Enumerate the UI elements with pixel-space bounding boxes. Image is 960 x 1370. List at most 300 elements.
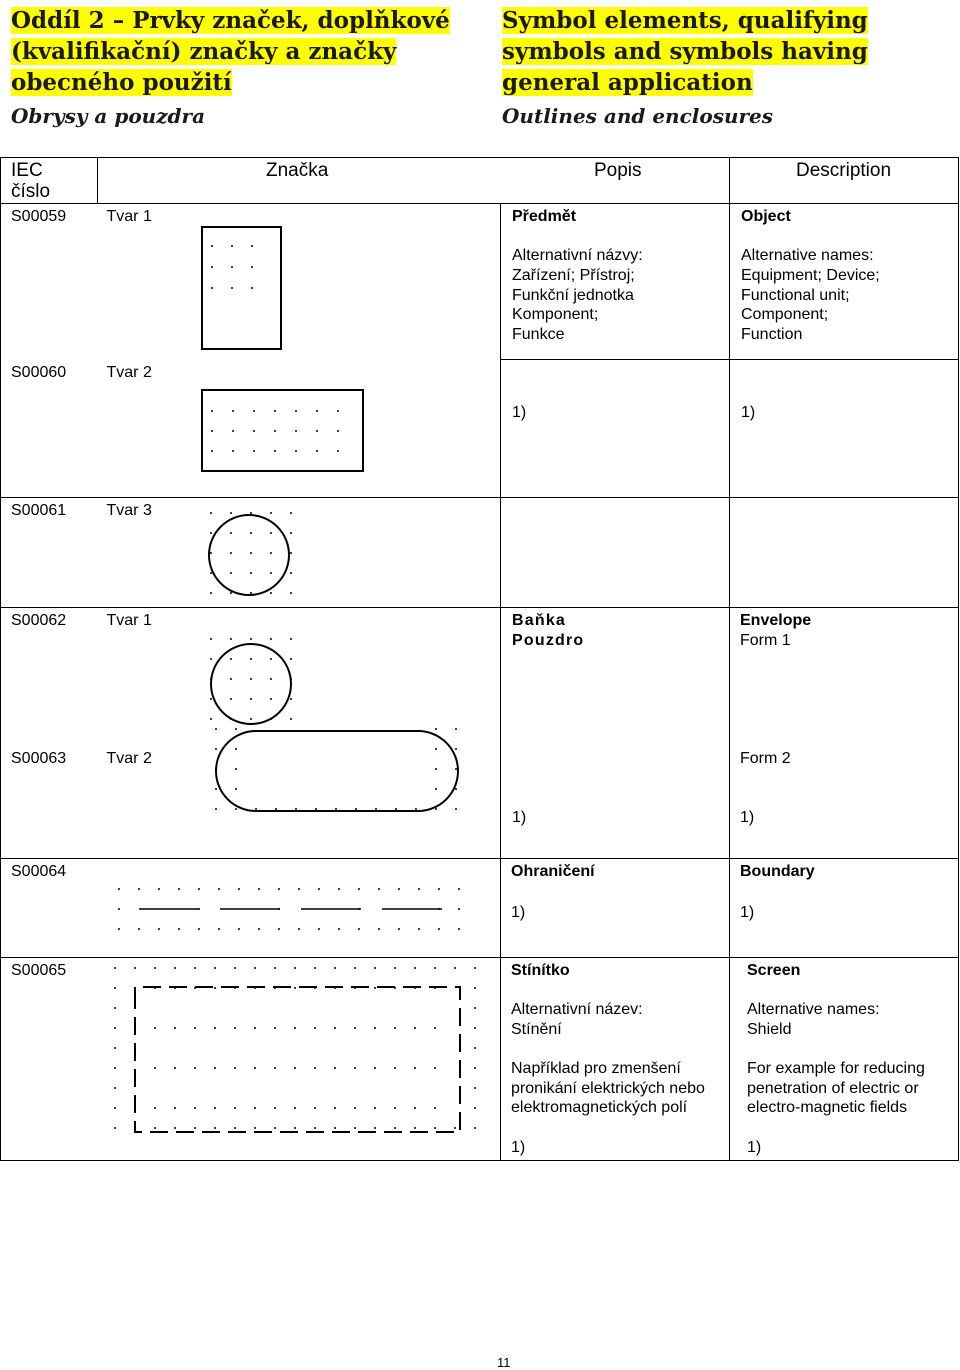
grid-dot — [218, 928, 220, 930]
grid-dot — [232, 430, 234, 432]
grid-dot — [334, 1127, 336, 1129]
grid-dot — [210, 658, 212, 660]
grid-dot — [318, 928, 320, 930]
grid-dot — [194, 1027, 196, 1029]
row-form: Tvar 1 — [106, 612, 152, 629]
grid-dot — [178, 888, 180, 890]
grid-dot — [194, 967, 196, 969]
grid-dot — [438, 928, 440, 930]
grid-dot — [258, 888, 260, 890]
grid-dot — [215, 768, 217, 770]
grid-dot — [254, 1127, 256, 1129]
grid-dot — [290, 572, 292, 574]
grid-dot — [254, 1107, 256, 1109]
desc-en-title: Object — [741, 208, 791, 225]
grid-dot — [294, 987, 296, 989]
desc-en-line: For example for reducing — [747, 1060, 925, 1077]
grid-dot — [354, 987, 356, 989]
grid-dot — [334, 1027, 336, 1029]
grid-dot — [290, 552, 292, 554]
grid-dot — [210, 592, 212, 594]
grid-dot — [210, 678, 212, 680]
grid-dot — [454, 1127, 456, 1129]
grid-dot — [114, 1007, 116, 1009]
grid-dot — [274, 1027, 276, 1029]
desc-en-line: Function — [741, 326, 803, 343]
grid-dot — [316, 430, 318, 432]
grid-dot — [275, 808, 277, 810]
grid-dot — [230, 512, 232, 514]
grid-dot — [355, 808, 357, 810]
desc-en-alt: Shield — [747, 1021, 792, 1038]
grid-dot — [290, 532, 292, 534]
desc-en-form: Form 1 — [740, 632, 791, 649]
desc-cz-line: Funkce — [512, 326, 565, 343]
row-id: S00065 — [11, 962, 67, 979]
footnote-ref: 1) — [740, 808, 755, 826]
grid-dot — [215, 808, 217, 810]
grid-dot — [250, 532, 252, 534]
grid-dot — [210, 638, 212, 640]
grid-dot — [338, 888, 340, 890]
footnote-ref: 1) — [511, 1139, 526, 1156]
footnote-ref: 1) — [512, 404, 527, 421]
grid-dot — [455, 788, 457, 790]
grid-dot — [230, 658, 232, 660]
page-number: 11 — [497, 1355, 511, 1370]
grid-dot — [354, 1067, 356, 1069]
grid-dot — [215, 748, 217, 750]
row-form: Tvar 3 — [106, 502, 152, 519]
grid-dot — [274, 450, 276, 452]
grid-dot — [214, 1107, 216, 1109]
desc-en-line: Alternative names: — [741, 247, 874, 264]
section-title-en: Symbol elements, qualifying symbols and symbols having general application — [502, 7, 868, 96]
grid-dot — [337, 410, 339, 412]
grid-dot — [274, 430, 276, 432]
boundary-symbol — [98, 859, 498, 958]
table-row — [1, 608, 959, 744]
grid-dot — [474, 967, 476, 969]
desc-cz-line: Například pro zmenšení — [511, 1060, 681, 1077]
section-title-cz: Oddíl 2 – Prvky značek, doplňkové (kvalifikační) značky a značky obecného použití — [11, 7, 450, 96]
grid-dot — [210, 698, 212, 700]
grid-dot — [375, 808, 377, 810]
screen-symbol — [98, 958, 498, 1161]
grid-dot — [455, 728, 457, 730]
grid-dot — [334, 967, 336, 969]
grid-dot — [154, 967, 156, 969]
grid-dot — [250, 638, 252, 640]
row-id: S00064 — [11, 863, 67, 880]
desc-en-title: Screen — [747, 962, 801, 979]
grid-dot — [270, 658, 272, 660]
desc-cz-title2: Pouzdro — [512, 632, 585, 649]
grid-dot — [455, 808, 457, 810]
desc-en-line: Component; — [741, 306, 829, 323]
object-form1-symbol — [98, 204, 498, 360]
table-row — [1, 204, 959, 360]
grid-dot — [415, 808, 417, 810]
grid-dot — [174, 967, 176, 969]
grid-dot — [354, 967, 356, 969]
desc-en-line: electro-magnetic fields — [747, 1099, 908, 1116]
grid-dot — [474, 987, 476, 989]
grid-dot — [114, 967, 116, 969]
grid-dot — [230, 718, 232, 720]
grid-dot — [435, 808, 437, 810]
grid-dot — [214, 1067, 216, 1069]
grid-dot — [278, 908, 280, 910]
grid-dot — [338, 928, 340, 930]
grid-dot — [250, 552, 252, 554]
grid-dot — [398, 888, 400, 890]
grid-dot — [211, 450, 213, 452]
grid-dot — [234, 1107, 236, 1109]
grid-dot — [438, 888, 440, 890]
grid-dot — [394, 1027, 396, 1029]
grid-dot — [234, 1127, 236, 1129]
grid-dot — [211, 410, 213, 412]
grid-dot — [434, 987, 436, 989]
grid-dot — [474, 1027, 476, 1029]
grid-dot — [434, 967, 436, 969]
grid-dot — [154, 1127, 156, 1129]
grid-dot — [434, 1067, 436, 1069]
grid-dot — [290, 698, 292, 700]
grid-dot — [337, 430, 339, 432]
desc-cz-line: Alternativní názvy: — [512, 247, 643, 264]
grid-dot — [374, 987, 376, 989]
grid-dot — [210, 532, 212, 534]
grid-dot — [398, 928, 400, 930]
grid-dot — [374, 967, 376, 969]
row-id: S00059 — [11, 208, 67, 225]
grid-dot — [215, 788, 217, 790]
grid-dot — [174, 1027, 176, 1029]
grid-dot — [250, 512, 252, 514]
desc-cz-alt: Stínění — [511, 1021, 562, 1038]
grid-dot — [274, 1107, 276, 1109]
desc-cz-alt-label: Alternativní název: — [511, 1001, 643, 1018]
grid-dot — [250, 658, 252, 660]
grid-dot — [215, 728, 217, 730]
grid-dot — [314, 967, 316, 969]
grid-dot — [234, 967, 236, 969]
grid-dot — [438, 908, 440, 910]
grid-dot — [434, 1127, 436, 1129]
grid-dot — [253, 430, 255, 432]
grid-dot — [474, 1067, 476, 1069]
grid-dot — [118, 928, 120, 930]
grid-dot — [154, 1027, 156, 1029]
grid-dot — [194, 987, 196, 989]
grid-dot — [295, 808, 297, 810]
grid-dot — [318, 888, 320, 890]
footnote-ref: 1) — [512, 808, 527, 826]
grid-dot — [295, 450, 297, 452]
grid-dot — [316, 450, 318, 452]
envelope-form2-symbol — [98, 744, 498, 859]
grid-dot — [414, 967, 416, 969]
grid-dot — [474, 1127, 476, 1129]
grid-dot — [294, 1067, 296, 1069]
grid-dot — [230, 638, 232, 640]
grid-dot — [214, 987, 216, 989]
grid-dot — [230, 572, 232, 574]
symbol-table — [0, 157, 959, 1161]
grid-dot — [235, 808, 237, 810]
table-row — [1, 958, 959, 1161]
grid-dot — [270, 638, 272, 640]
grid-dot — [290, 678, 292, 680]
grid-dot — [210, 718, 212, 720]
grid-dot — [174, 1127, 176, 1129]
object-form3-symbol — [98, 498, 498, 608]
grid-dot — [235, 788, 237, 790]
grid-dot — [250, 592, 252, 594]
grid-dot — [278, 928, 280, 930]
grid-dot — [194, 1127, 196, 1129]
grid-dot — [178, 928, 180, 930]
grid-dot — [253, 450, 255, 452]
grid-dot — [235, 768, 237, 770]
grid-dot — [474, 1047, 476, 1049]
grid-dot — [194, 1107, 196, 1109]
grid-dot — [114, 987, 116, 989]
desc-cz-line: Komponent; — [512, 306, 599, 323]
desc-cz-title: Baňka — [512, 612, 567, 629]
grid-dot — [458, 928, 460, 930]
grid-dot — [230, 698, 232, 700]
grid-dot — [374, 1027, 376, 1029]
grid-dot — [134, 1127, 136, 1129]
grid-dot — [290, 718, 292, 720]
grid-dot — [198, 908, 200, 910]
grid-dot — [474, 1007, 476, 1009]
grid-dot — [298, 928, 300, 930]
grid-dot — [210, 512, 212, 514]
grid-dot — [154, 987, 156, 989]
grid-dot — [174, 987, 176, 989]
grid-dot — [414, 1027, 416, 1029]
grid-dot — [230, 678, 232, 680]
subtitle-en: Outlines and enclosures — [502, 104, 774, 128]
grid-dot — [230, 592, 232, 594]
desc-cz-line: Zařízení; Přístroj; — [512, 267, 635, 284]
grid-dot — [334, 987, 336, 989]
grid-dot — [294, 1107, 296, 1109]
grid-dot — [174, 1107, 176, 1109]
grid-dot — [458, 908, 460, 910]
footnote-ref: 1) — [747, 1139, 762, 1156]
desc-en-title: Boundary — [740, 863, 815, 880]
grid-dot — [395, 808, 397, 810]
grid-dot — [314, 1107, 316, 1109]
grid-dot — [374, 1127, 376, 1129]
grid-dot — [230, 532, 232, 534]
desc-en-alt-label: Alternative names: — [747, 1001, 880, 1018]
grid-dot — [474, 1107, 476, 1109]
footnote-ref: 1) — [511, 904, 526, 921]
grid-dot — [114, 1027, 116, 1029]
grid-dot — [474, 1087, 476, 1089]
grid-dot — [274, 410, 276, 412]
grid-dot — [270, 592, 272, 594]
desc-cz-line: pronikání elektrických nebo — [511, 1080, 705, 1097]
grid-dot — [354, 1107, 356, 1109]
grid-dot — [270, 698, 272, 700]
grid-dot — [254, 1067, 256, 1069]
grid-dot — [250, 698, 252, 700]
desc-cz-title: Stínítko — [511, 962, 570, 979]
grid-dot — [316, 410, 318, 412]
grid-dot — [234, 987, 236, 989]
grid-dot — [434, 1107, 436, 1109]
grid-dot — [254, 967, 256, 969]
grid-dot — [234, 1067, 236, 1069]
grid-dot — [358, 888, 360, 890]
grid-dot — [270, 532, 272, 534]
grid-dot — [394, 987, 396, 989]
table-header — [1, 158, 959, 204]
grid-dot — [294, 967, 296, 969]
desc-en-title: Envelope — [740, 612, 812, 629]
grid-dot — [250, 678, 252, 680]
header-symbol: Značka — [266, 160, 329, 181]
grid-dot — [274, 987, 276, 989]
grid-dot — [274, 967, 276, 969]
grid-dot — [211, 430, 213, 432]
grid-dot — [174, 1067, 176, 1069]
row-form: Tvar 1 — [106, 208, 152, 225]
grid-dot — [214, 1127, 216, 1129]
grid-dot — [114, 1087, 116, 1089]
grid-dot — [118, 888, 120, 890]
grid-dot — [250, 572, 252, 574]
desc-en-line: Functional unit; — [741, 287, 850, 304]
grid-dot — [434, 1027, 436, 1029]
grid-dot — [354, 1127, 356, 1129]
grid-dot — [314, 987, 316, 989]
grid-dot — [414, 1107, 416, 1109]
grid-dot — [414, 987, 416, 989]
grid-dot — [198, 928, 200, 930]
table-row — [1, 360, 959, 498]
grid-dot — [134, 967, 136, 969]
grid-dot — [138, 888, 140, 890]
grid-dot — [114, 1067, 116, 1069]
grid-dot — [290, 592, 292, 594]
grid-dot — [254, 987, 256, 989]
grid-dot — [235, 748, 237, 750]
desc-en-line: Equipment; Device; — [741, 267, 880, 284]
grid-dot — [378, 888, 380, 890]
grid-dot — [270, 718, 272, 720]
grid-dot — [418, 928, 420, 930]
grid-dot — [435, 728, 437, 730]
grid-dot — [238, 888, 240, 890]
grid-dot — [118, 908, 120, 910]
desc-cz-line: elektromagnetických polí — [511, 1099, 688, 1116]
grid-dot — [114, 1047, 116, 1049]
header-desc-cz: Popis — [594, 160, 642, 181]
desc-cz-line: Funkční jednotka — [512, 287, 634, 304]
grid-dot — [414, 1067, 416, 1069]
grid-dot — [154, 1067, 156, 1069]
grid-dot — [158, 928, 160, 930]
footnote-ref: 1) — [740, 904, 755, 921]
desc-en-line: penetration of electric or — [747, 1080, 919, 1097]
grid-dot — [334, 1107, 336, 1109]
grid-dot — [210, 552, 212, 554]
grid-dot — [138, 928, 140, 930]
row-id: S00060 — [11, 363, 67, 381]
row-form: Tvar 2 — [106, 363, 152, 381]
grid-dot — [294, 1127, 296, 1129]
grid-dot — [270, 512, 272, 514]
grid-dot — [114, 1107, 116, 1109]
grid-dot — [253, 410, 255, 412]
grid-dot — [435, 748, 437, 750]
grid-dot — [194, 1067, 196, 1069]
grid-dot — [455, 748, 457, 750]
table-row — [1, 498, 959, 608]
table-row — [1, 859, 959, 958]
grid-dot — [418, 888, 420, 890]
row-id: S00062 — [11, 612, 67, 629]
table-row — [1, 744, 959, 859]
grid-dot — [232, 450, 234, 452]
grid-dot — [295, 430, 297, 432]
grid-dot — [274, 1127, 276, 1129]
grid-dot — [295, 410, 297, 412]
grid-dot — [255, 808, 257, 810]
grid-dot — [290, 638, 292, 640]
header-desc-en: Description — [796, 160, 892, 181]
object-form2-symbol — [98, 360, 498, 498]
grid-dot — [358, 908, 360, 910]
grid-dot — [394, 1067, 396, 1069]
grid-dot — [235, 728, 237, 730]
grid-dot — [314, 1027, 316, 1029]
footnote-ref: 1) — [741, 404, 756, 421]
grid-dot — [394, 1127, 396, 1129]
grid-dot — [274, 1067, 276, 1069]
grid-dot — [234, 1027, 236, 1029]
desc-cz-title: Ohraničení — [511, 863, 595, 880]
desc-en-form: Form 2 — [740, 749, 791, 767]
grid-dot — [238, 928, 240, 930]
grid-dot — [298, 888, 300, 890]
envelope-form1-symbol — [98, 608, 498, 744]
grid-dot — [314, 1127, 316, 1129]
grid-dot — [378, 928, 380, 930]
row-form: Tvar 2 — [106, 749, 152, 767]
grid-dot — [154, 1107, 156, 1109]
desc-cz-title: Předmět — [512, 208, 577, 225]
grid-dot — [414, 1127, 416, 1129]
grid-dot — [374, 1067, 376, 1069]
grid-dot — [218, 888, 220, 890]
grid-dot — [258, 928, 260, 930]
grid-dot — [314, 1067, 316, 1069]
header-iec: IEC číslo — [11, 160, 51, 202]
grid-dot — [232, 410, 234, 412]
grid-dot — [455, 768, 457, 770]
grid-dot — [270, 572, 272, 574]
grid-dot — [278, 888, 280, 890]
